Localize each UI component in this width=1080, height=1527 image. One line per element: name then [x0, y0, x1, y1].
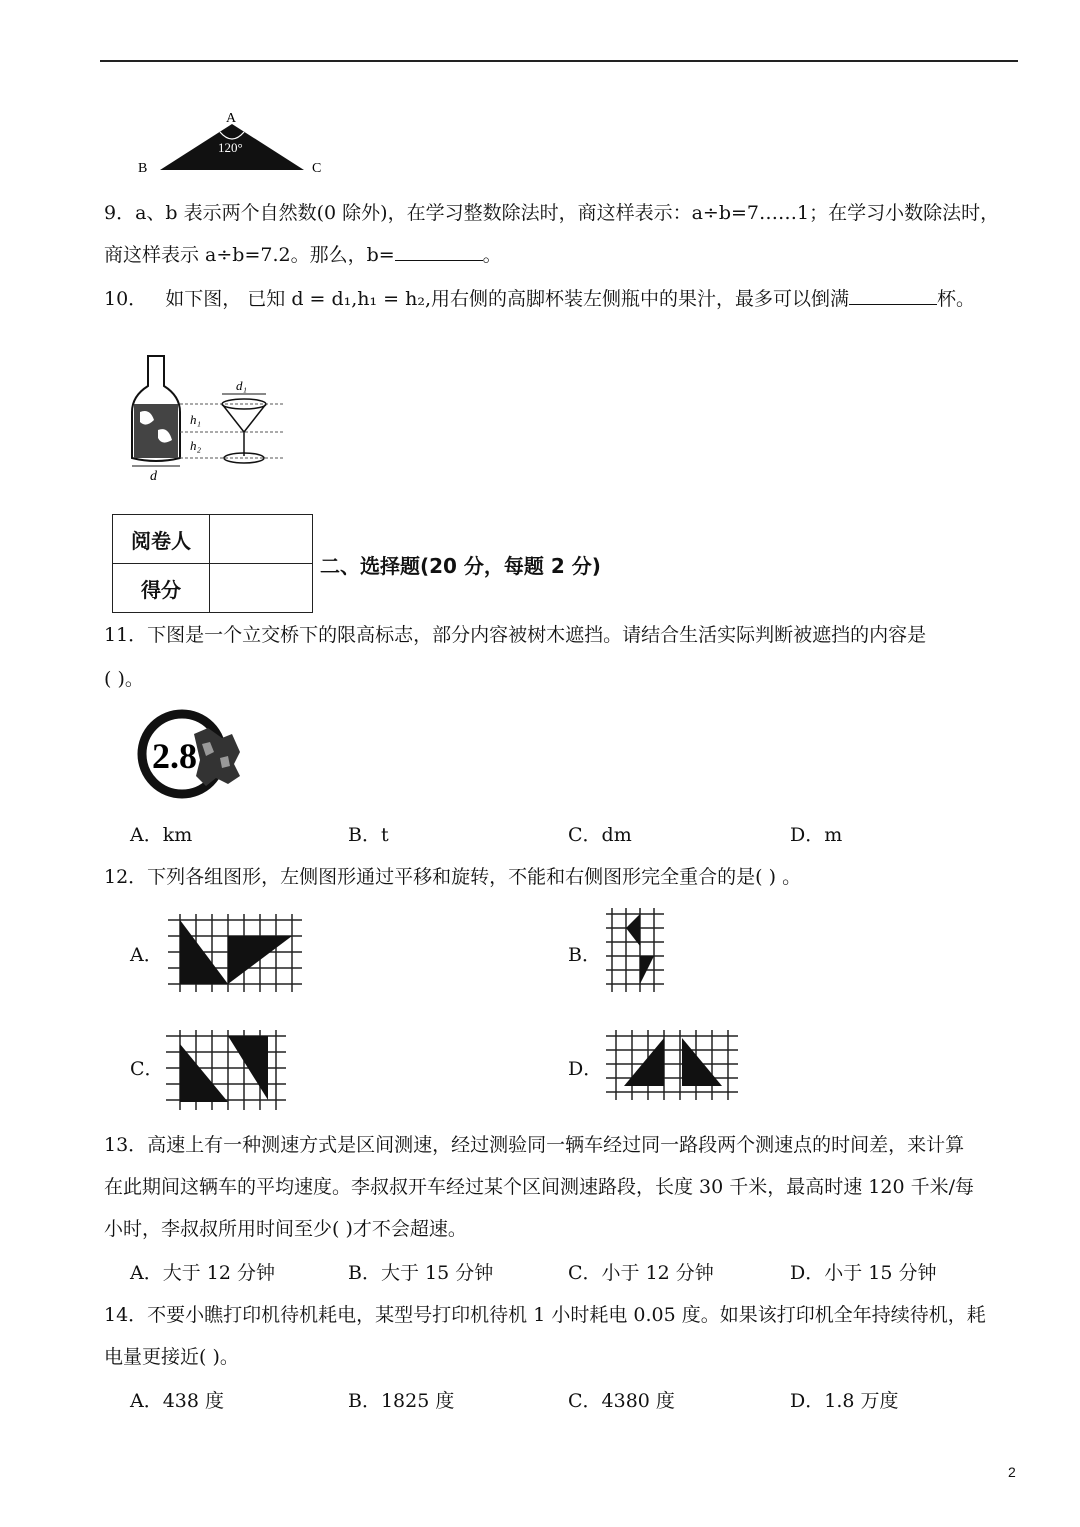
q13-line3: 小时，李叔叔所用时间至少( )才不会超速。	[104, 1218, 467, 1240]
q11-option-a[interactable]: A．km	[130, 824, 193, 846]
q13-option-a[interactable]: A．大于 12 分钟	[130, 1262, 275, 1284]
q10-line	[104, 284, 975, 311]
q12-figure-b	[606, 908, 664, 992]
score-table-grader-cell[interactable]	[210, 515, 313, 564]
page-number: 2	[1008, 1464, 1016, 1480]
q10-answer-blank[interactable]	[849, 286, 937, 305]
q12-figure-a	[168, 914, 302, 992]
glass-rim	[222, 399, 266, 409]
q11-option-d[interactable]: D．m	[790, 824, 843, 846]
q12-figure-c	[166, 1030, 286, 1110]
q14-line1: 14．不要小瞧打印机待机耗电，某型号打印机待机 1 小时耗电 0.05 度。如果该打印机全年持续待机，耗	[104, 1304, 986, 1326]
q13-option-c[interactable]: C．小于 12 分钟	[568, 1262, 714, 1284]
triangle-figure	[136, 106, 336, 176]
q11-line1: 11．下图是一个立交桥下的限高标志，部分内容被树木遮挡。请结合生活实际判断被遮挡的内容是	[104, 624, 927, 646]
q10-text: 如下图， 已知 d = d₁,h₁ = h₂,用右侧的高脚杯装左侧瓶中的果汁，最多可以倒满	[165, 288, 850, 310]
bottle-glass-figure	[120, 348, 300, 484]
tree-occlusion	[194, 728, 240, 786]
q9-line2	[104, 240, 502, 267]
q9-line2-text: 商这样表示 a÷b=7.2。那么，b=	[104, 244, 395, 266]
q11-option-b[interactable]: B．t	[348, 824, 389, 846]
score-table	[112, 514, 313, 613]
score-table-score-label: 得分	[113, 564, 210, 613]
q13-option-d[interactable]: D．小于 15 分钟	[790, 1262, 937, 1284]
q14-option-c[interactable]: C．4380 度	[568, 1390, 675, 1412]
q12-line1: 12．下列各组图形，左侧图形通过平移和旋转，不能和右侧图形完全重合的是( ) 。	[104, 866, 802, 888]
q10-text-end: 杯。	[937, 288, 976, 310]
triangle-angle-label: 120°	[218, 140, 243, 155]
q12-option-d[interactable]: D．	[568, 1058, 603, 1080]
q12b-top-shape	[626, 914, 640, 946]
q13-line2: 在此期间这辆车的平均速度。李叔叔开车经过某个区间测速路段，长度 30 千米，最高时速 120 千米/每	[104, 1176, 975, 1198]
q11-option-c[interactable]: C．dm	[568, 824, 632, 846]
q14-option-b[interactable]: B．1825 度	[348, 1390, 455, 1412]
q9-line1: 9．a、b 表示两个自然数(0 除外)，在学习整数除法时，商这样表示：a÷b=7……1；在学习小数除法时，	[104, 202, 1000, 224]
q9-line2-end: 。	[482, 244, 502, 266]
q13-option-b[interactable]: B．大于 15 分钟	[348, 1262, 494, 1284]
triangle-label-c: C	[312, 161, 322, 176]
q12-option-b[interactable]: B．	[568, 944, 601, 966]
q14-option-a[interactable]: A．438 度	[130, 1390, 225, 1412]
q12d-right-shape	[682, 1038, 722, 1086]
label-h1: h₁	[190, 412, 202, 427]
triangle-label-b: B	[138, 161, 148, 176]
label-h2: h₂	[190, 438, 202, 453]
score-table-score-cell[interactable]	[210, 564, 313, 613]
q14-option-d[interactable]: D．1.8 万度	[790, 1390, 899, 1412]
label-d: d	[150, 469, 157, 484]
q14-line2: 电量更接近( )。	[104, 1346, 239, 1368]
q13-line1: 13．高速上有一种测速方式是区间测速，经过测验同一辆车经过同一路段两个测速点的时间差，来计算	[104, 1134, 965, 1156]
q12-figure-d	[606, 1030, 738, 1100]
q12d-left-shape	[624, 1038, 664, 1086]
q12-option-c[interactable]: C．	[130, 1058, 164, 1080]
q12-option-a[interactable]: A．	[130, 944, 163, 966]
height-limit-sign-figure	[136, 704, 246, 804]
q9-answer-blank[interactable]	[395, 242, 483, 261]
label-d1: d₁	[236, 378, 248, 393]
q10-number: 10．	[104, 288, 148, 310]
header-rule	[100, 60, 1018, 62]
score-table-grader-label: 阅卷人	[113, 515, 210, 564]
triangle-label-a: A	[226, 111, 237, 126]
sign-number: 2.8	[152, 736, 197, 776]
q11-line2: ( )。	[104, 668, 144, 690]
section-2-title: 二、选择题(20 分，每题 2 分)	[320, 554, 601, 578]
